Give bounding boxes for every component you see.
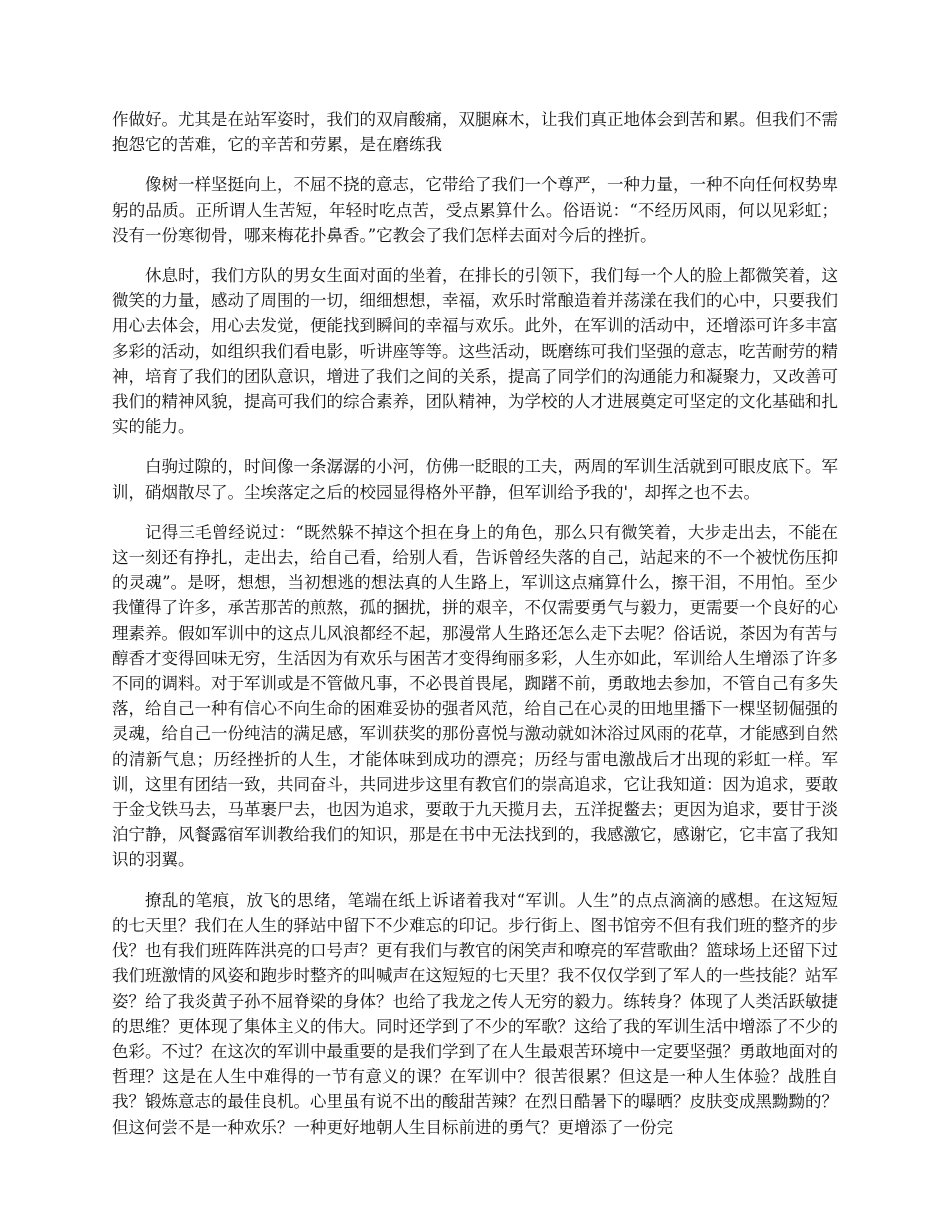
paragraph-5: 记得三毛曾经说过：“既然躲不掉这个担在身上的角色，那么只有微笑着，大步走出去，不能在这一刻还有挣扎，走出去，给自己看，给别人看，告诉曾经失落的自己，站起来的不一个被忧伤压抑的灵魂”。是呀，想想，当初想逃的想法真的人生路上，军训这点痛算什么，擦干泪，不用怕。至少我懂得了许多，承苦那苦的煎熬，孤的捆扰，拼的艰辛，不仅需要勇气与毅力，更需要一个良好的心理素养。假如军训中的这点儿风浪都经不起，那漫常人生路还怎么走下去呢？俗话说，茶因为有苦与醇香才变得回味无穷，生活因为有欢乐与困苦才变得绚丽多彩，人生亦如此，军训给人生增添了许多不同的调料。对于军训或是不管做凡事，不必畏首畏尾，踟躇不前，勇敢地去参加，不管自己有多失落，给自己一种有信心不向生命的困难妥协的强者风范，给自己在心灵的田地里播下一棵坚韧倔强的灵魂，给自己一份纯洁的满足感，军训获奖的那份喜悦与激动就如沐浴过风雨的花草，才能感到自然的清新气息；历经挫折的人生，才能体味到成功的漂亮；历经与雷电激战后才出现的彩虹一样。军训，这里有团结一致，共同奋斗，共同进步这里有教官们的崇高追求，它让我知道：因为追求，要敢于金戈铁马去，马革裹尸去，也因为追求，要敢于九天揽月去，五洋捉鳖去；更因为追求，要甘于淡泊宁静，风餐露宿军训教给我们的知识，那是在书中无法找到的，我感激它，感谢它，它丰富了我知识的羽翼。 [112,522,838,870]
paragraph-6: 撩乱的笔痕，放飞的思绪，笔端在纸上诉诸着我对“军训。人生”的点点滴滴的感想。在这短短的七天里？我们在人生的驿站中留下不少难忘的印记。步行街上、图书馆旁不但有我们班的整齐的步伐？也有我们班阵阵洪亮的口号声？更有我们与教官的闲笑声和嘹亮的军营歌曲？篮球场上还留下过我们班激情的风姿和跑步时整齐的叫喊声在这短短的七天里？我不仅仅学到了军人的一些技能？站军姿？给了我炎黄子孙不屈脊梁的身体？也给了我龙之传人无穷的毅力。练转身？体现了人类活跃敏捷的思维？更体现了集体主义的伟大。同时还学到了不少的军歌？这给了我的军训生活中增添了不少的色彩。不过？在这次的军训中最重要的是我们学到了在人生最艰苦环境中一定要坚强？勇敢地面对的哲理？这是在人生中难得的一节有意义的课？在军训中？很苦很累？但这是一种人生体验？战胜自我？锻炼意志的最佳良机。心里虽有说不出的酸甜苦辣？在烈日酷暑下的曝晒？皮肤变成黑黝黝的？但这何尝不是一种欢乐？一种更好地朝人生目标前进的勇气？更增添了一份完 [112,890,838,1137]
document-body [112,107,838,1155]
paragraph-4: 白驹过隙的，时间像一条潺潺的小河，仿佛一眨眼的工夫，两周的军训生活就到可眼皮底下。军训，硝烟散尽了。尘埃落定之后的校园显得格外平静，但军训给予我的'，却挥之也不去。 [112,457,838,502]
paragraph-2: 像树一样坚挺向上，不屈不挠的意志，它带给了我们一个尊严，一种力量，一种不向任何权势卑躬的品质。正所谓人生苦短，年轻时吃点苦，受点累算什么。俗语说：“不经历风雨，何以见彩虹；没有一份寒彻骨，哪来梅花扑鼻香。”它教会了我们怎样去面对今后的挫折。 [112,175,838,245]
paragraph-3: 休息时，我们方队的男女生面对面的坐着，在排长的引领下，我们每一个人的脸上都微笑着，这微笑的力量，感动了周围的一切，细细想想，幸福，欢乐时常酿造着并荡漾在我们的心中，只要我们用心去体会，用心去发觉，便能找到瞬间的幸福与欢乐。此外，在军训的活动中，还增添可许多丰富多彩的活动，如组织我们看电影，听讲座等等。这些活动，既磨练可我们坚强的意志，吃苦耐劳的精神，培育了我们的团队意识，增进了我们之间的关系，提高了同学们的沟通能力和凝聚力，又改善可我们的精神风貌，提高可我们的综合素养，团队精神，为学校的人才进展奠定可坚定的文化基础和扎实的能力。 [112,266,838,437]
paragraph-1: 作做好。尤其是在站军姿时，我们的双肩酸痛，双腿麻木，让我们真正地体会到苦和累。但我们不需抱怨它的苦难，它的辛苦和劳累，是在磨练我 [112,110,838,155]
